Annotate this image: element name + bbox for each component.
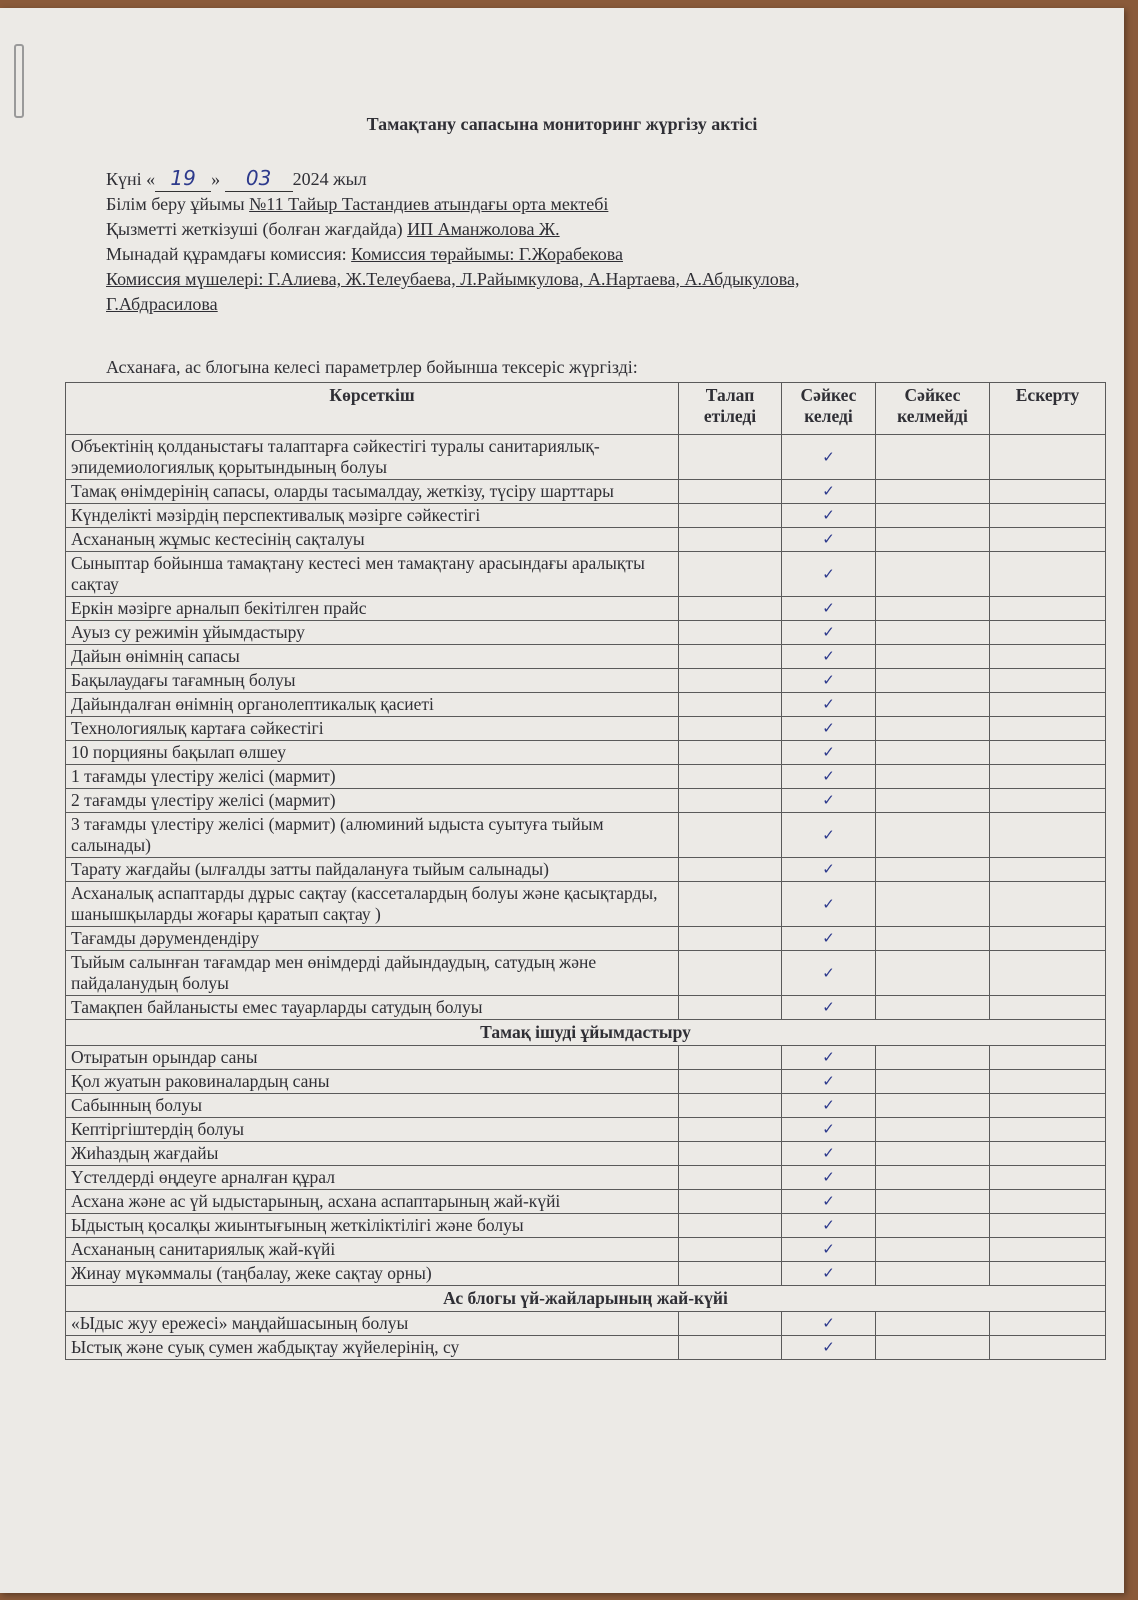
required-cell <box>679 1118 782 1142</box>
note-cell <box>990 765 1106 789</box>
commission-line: Мынадай құрамдағы комиссия: Комиссия төрайымы: Г.Жорабекова <box>106 244 623 264</box>
note-cell <box>990 951 1106 996</box>
check-mark-icon: ✓ <box>822 1072 835 1090</box>
required-cell <box>679 528 782 552</box>
compliant-cell <box>782 717 876 741</box>
table-row <box>66 1118 1106 1142</box>
table-body <box>66 435 1106 1360</box>
note-cell <box>990 1118 1106 1142</box>
check-mark-icon: ✓ <box>822 719 835 737</box>
table-row <box>66 1166 1106 1190</box>
noncompliant-cell <box>876 621 990 645</box>
required-cell <box>679 1312 782 1336</box>
required-cell <box>679 1142 782 1166</box>
section-title: Тамақ ішуді ұйымдастыру <box>66 1020 1106 1046</box>
check-mark-icon: ✓ <box>822 1240 835 1258</box>
indicator-cell: Тағамды дәрумендендіру <box>66 927 679 951</box>
required-cell <box>679 597 782 621</box>
required-cell <box>679 1166 782 1190</box>
indicator-cell: Сыныптар бойынша тамақтану кестесі мен тамақтану арасындағы аралықты сақтау <box>66 552 679 597</box>
compliant-cell <box>782 1262 876 1286</box>
check-mark-icon: ✓ <box>822 825 835 844</box>
required-cell <box>679 435 782 480</box>
required-cell <box>679 480 782 504</box>
document-sheet <box>0 8 1124 1593</box>
table-row <box>66 765 1106 789</box>
indicator-cell: Асхана және ас үй ыдыстарының, асхана аспаптарының жай-күйі <box>66 1190 679 1214</box>
compliant-cell <box>782 1046 876 1070</box>
indicator-cell: Қол жуатын раковиналардың саны <box>66 1070 679 1094</box>
noncompliant-cell <box>876 741 990 765</box>
compliant-cell <box>782 435 876 480</box>
date-day: 19 <box>155 166 211 192</box>
compliant-cell <box>782 504 876 528</box>
table-row <box>66 669 1106 693</box>
indicator-cell: Тарату жағдайы (ылғалды затты пайдалануға тыйым салынады) <box>66 858 679 882</box>
note-cell <box>990 882 1106 927</box>
inspection-table <box>65 382 1106 1360</box>
note-cell <box>990 1070 1106 1094</box>
indicator-cell: Объектінің қолданыстағы талаптарға сәйкестігі туралы санитариялық-эпидемиологиялық қорытындының болуы <box>66 435 679 480</box>
table-row <box>66 480 1106 504</box>
check-mark-icon: ✓ <box>822 506 835 524</box>
required-cell <box>679 693 782 717</box>
check-mark-icon: ✓ <box>822 1216 835 1234</box>
compliant-cell <box>782 858 876 882</box>
document-title: Тамақтану сапасына мониторинг жүргізу актісі <box>366 114 758 134</box>
commission-members-cont: Г.Абдрасилова <box>106 294 218 314</box>
noncompliant-cell <box>876 1166 990 1190</box>
check-mark-icon: ✓ <box>822 791 835 809</box>
compliant-cell <box>782 1070 876 1094</box>
required-cell <box>679 1336 782 1360</box>
noncompliant-cell <box>876 789 990 813</box>
table-row <box>66 528 1106 552</box>
indicator-cell: Тамақ өнімдерінің сапасы, оларды тасымалдау, жеткізу, түсіру шарттары <box>66 480 679 504</box>
required-cell <box>679 1070 782 1094</box>
table-row <box>66 1214 1106 1238</box>
check-mark-icon: ✓ <box>822 671 835 689</box>
compliant-cell <box>782 693 876 717</box>
note-cell <box>990 1238 1106 1262</box>
commission-chair: Комиссия төрайымы: Г.Жорабекова <box>351 244 623 264</box>
noncompliant-cell <box>876 504 990 528</box>
supplier-name: ИП Аманжолова Ж. <box>407 219 560 239</box>
noncompliant-cell <box>876 480 990 504</box>
note-cell <box>990 1214 1106 1238</box>
section-header-row <box>66 1020 1106 1046</box>
compliant-cell <box>782 480 876 504</box>
noncompliant-cell <box>876 927 990 951</box>
note-cell <box>990 645 1106 669</box>
required-cell <box>679 621 782 645</box>
indicator-cell: Асханалық аспаптарды дұрыс сақтау (кассеталардың болуы және қасықтарды, шанышқыларды жоғары қаратып сақтау ) <box>66 882 679 927</box>
indicator-cell: Күнделікті мәзірдің перспективалық мәзірге сәйкестігі <box>66 504 679 528</box>
note-cell <box>990 669 1106 693</box>
noncompliant-cell <box>876 1142 990 1166</box>
noncompliant-cell <box>876 693 990 717</box>
table-row <box>66 693 1106 717</box>
col-required: Талап етіледі <box>679 383 782 435</box>
noncompliant-cell <box>876 1190 990 1214</box>
table-row <box>66 1238 1106 1262</box>
indicator-cell: 2 тағамды үлестіру желісі (мармит) <box>66 789 679 813</box>
note-cell <box>990 1166 1106 1190</box>
table-row <box>66 1142 1106 1166</box>
note-cell <box>990 552 1106 597</box>
check-mark-icon: ✓ <box>822 743 835 761</box>
required-cell <box>679 1094 782 1118</box>
check-mark-icon: ✓ <box>822 530 835 548</box>
table-row <box>66 1070 1106 1094</box>
compliant-cell <box>782 765 876 789</box>
table-row <box>66 645 1106 669</box>
compliant-cell <box>782 741 876 765</box>
noncompliant-cell <box>876 1336 990 1360</box>
required-cell <box>679 789 782 813</box>
check-mark-icon: ✓ <box>822 860 835 878</box>
note-cell <box>990 504 1106 528</box>
table-row <box>66 927 1106 951</box>
check-mark-icon: ✓ <box>822 1144 835 1162</box>
table-row <box>66 1190 1106 1214</box>
compliant-cell <box>782 528 876 552</box>
check-mark-icon: ✓ <box>822 447 835 466</box>
indicator-cell: Кептіргіштердің болуы <box>66 1118 679 1142</box>
indicator-cell: Дайын өнімнің сапасы <box>66 645 679 669</box>
table-header-row <box>66 383 1106 435</box>
note-cell <box>990 528 1106 552</box>
table-row <box>66 1046 1106 1070</box>
compliant-cell <box>782 1166 876 1190</box>
note-cell <box>990 789 1106 813</box>
check-mark-icon: ✓ <box>822 1314 835 1332</box>
compliant-cell <box>782 1190 876 1214</box>
compliant-cell <box>782 1142 876 1166</box>
note-cell <box>990 435 1106 480</box>
indicator-cell: 10 порцияны бақылап өлшеу <box>66 741 679 765</box>
noncompliant-cell <box>876 1238 990 1262</box>
noncompliant-cell <box>876 645 990 669</box>
compliant-cell <box>782 927 876 951</box>
note-cell <box>990 717 1106 741</box>
noncompliant-cell <box>876 597 990 621</box>
note-cell <box>990 813 1106 858</box>
table-row <box>66 996 1106 1020</box>
required-cell <box>679 717 782 741</box>
table-row <box>66 789 1106 813</box>
note-cell <box>990 1262 1106 1286</box>
table-row <box>66 552 1106 597</box>
check-mark-icon: ✓ <box>822 1120 835 1138</box>
indicator-cell: 3 тағамды үлестіру желісі (мармит) (алюминий ыдыста суытуға тыйым салынады) <box>66 813 679 858</box>
indicator-cell: Дайындалған өнімнің органолептикалық қасиеті <box>66 693 679 717</box>
noncompliant-cell <box>876 858 990 882</box>
date-line: Күні « 19 » 03 2024 жыл <box>106 166 367 190</box>
indicator-cell: Еркін мәзірге арналып бекітілген прайс <box>66 597 679 621</box>
staple-mark <box>14 44 24 118</box>
check-mark-icon: ✓ <box>822 894 835 913</box>
note-cell <box>990 996 1106 1020</box>
required-cell <box>679 813 782 858</box>
noncompliant-cell <box>876 813 990 858</box>
table-row <box>66 1262 1106 1286</box>
table-row <box>66 597 1106 621</box>
noncompliant-cell <box>876 1262 990 1286</box>
required-cell <box>679 858 782 882</box>
noncompliant-cell <box>876 1046 990 1070</box>
org-name: №11 Тайыр Тастандиев атындағы орта мектебі <box>249 194 609 214</box>
col-note: Ескерту <box>990 383 1106 435</box>
check-mark-icon: ✓ <box>822 599 835 617</box>
required-cell <box>679 996 782 1020</box>
compliant-cell <box>782 597 876 621</box>
table-row <box>66 504 1106 528</box>
indicator-cell: Сабынның болуы <box>66 1094 679 1118</box>
required-cell <box>679 741 782 765</box>
indicator-cell: Ыстық және суық сумен жабдықтау жүйелерінің, су <box>66 1336 679 1360</box>
supplier-line: Қызметті жеткізуші (болған жағдайда) ИП Аманжолова Ж. <box>106 219 560 239</box>
indicator-cell: «Ыдыс жуу ережесі» маңдайшасының болуы <box>66 1312 679 1336</box>
table-row <box>66 741 1106 765</box>
required-cell <box>679 882 782 927</box>
check-mark-icon: ✓ <box>822 1338 835 1356</box>
col-noncompliant: Сәйкес келмейді <box>876 383 990 435</box>
compliant-cell <box>782 552 876 597</box>
required-cell <box>679 1238 782 1262</box>
required-cell <box>679 669 782 693</box>
noncompliant-cell <box>876 765 990 789</box>
table-row <box>66 813 1106 858</box>
compliant-cell <box>782 669 876 693</box>
check-mark-icon: ✓ <box>822 564 835 583</box>
indicator-cell: Асхананың санитариялық жай-күйі <box>66 1238 679 1262</box>
note-cell <box>990 480 1106 504</box>
table-row <box>66 717 1106 741</box>
noncompliant-cell <box>876 1118 990 1142</box>
check-mark-icon: ✓ <box>822 623 835 641</box>
section-header-row <box>66 1286 1106 1312</box>
compliant-cell <box>782 1238 876 1262</box>
document-header <box>106 166 1106 317</box>
note-cell <box>990 1142 1106 1166</box>
noncompliant-cell <box>876 1070 990 1094</box>
note-cell <box>990 1336 1106 1360</box>
date-month: 03 <box>225 166 293 192</box>
date-year: 2024 жыл <box>292 169 367 189</box>
compliant-cell <box>782 1336 876 1360</box>
noncompliant-cell <box>876 717 990 741</box>
compliant-cell <box>782 996 876 1020</box>
noncompliant-cell <box>876 1214 990 1238</box>
indicator-cell: 1 тағамды үлестіру желісі (мармит) <box>66 765 679 789</box>
required-cell <box>679 1190 782 1214</box>
note-cell <box>990 597 1106 621</box>
note-cell <box>990 1094 1106 1118</box>
table-row <box>66 1094 1106 1118</box>
compliant-cell <box>782 621 876 645</box>
noncompliant-cell <box>876 951 990 996</box>
required-cell <box>679 1262 782 1286</box>
check-mark-icon: ✓ <box>822 1096 835 1114</box>
noncompliant-cell <box>876 669 990 693</box>
check-mark-icon: ✓ <box>822 963 835 982</box>
note-cell <box>990 621 1106 645</box>
compliant-cell <box>782 1118 876 1142</box>
noncompliant-cell <box>876 528 990 552</box>
table-row <box>66 1312 1106 1336</box>
note-cell <box>990 741 1106 765</box>
check-mark-icon: ✓ <box>822 998 835 1016</box>
indicator-cell: Жинау мүкәммалы (таңбалау, жеке сақтау орны) <box>66 1262 679 1286</box>
note-cell <box>990 1312 1106 1336</box>
check-mark-icon: ✓ <box>822 1168 835 1186</box>
indicator-cell: Отыратын орындар саны <box>66 1046 679 1070</box>
col-indicator: Көрсеткіш <box>66 383 679 435</box>
indicator-cell: Тыйым салынған тағамдар мен өнімдерді дайындаудың, сатудың және пайдаланудың болуы <box>66 951 679 996</box>
note-cell <box>990 927 1106 951</box>
indicator-cell: Үстелдерді өңдеуге арналған құрал <box>66 1166 679 1190</box>
compliant-cell <box>782 882 876 927</box>
noncompliant-cell <box>876 552 990 597</box>
check-mark-icon: ✓ <box>822 647 835 665</box>
table-row <box>66 435 1106 480</box>
table-row <box>66 858 1106 882</box>
note-cell <box>990 1190 1106 1214</box>
indicator-cell: Жиһаздың жағдайы <box>66 1142 679 1166</box>
check-mark-icon: ✓ <box>822 1264 835 1282</box>
compliant-cell <box>782 789 876 813</box>
indicator-cell: Тамақпен байланысты емес тауарларды сатудың болуы <box>66 996 679 1020</box>
noncompliant-cell <box>876 882 990 927</box>
required-cell <box>679 765 782 789</box>
compliant-cell <box>782 1214 876 1238</box>
table-row <box>66 1336 1106 1360</box>
required-cell <box>679 927 782 951</box>
table-row <box>66 951 1106 996</box>
indicator-cell: Асхананың жұмыс кестесінің сақталуы <box>66 528 679 552</box>
compliant-cell <box>782 813 876 858</box>
check-mark-icon: ✓ <box>822 695 835 713</box>
required-cell <box>679 1214 782 1238</box>
table-row <box>66 621 1106 645</box>
commission-members: Комиссия мүшелері: Г.Алиева, Ж.Телеубаева, Л.Райымкулова, А.Нартаева, А.Абдыкулова, <box>106 269 800 289</box>
noncompliant-cell <box>876 1094 990 1118</box>
required-cell <box>679 504 782 528</box>
indicator-cell: Ауыз су режимін ұйымдастыру <box>66 621 679 645</box>
table-row <box>66 882 1106 927</box>
required-cell <box>679 1046 782 1070</box>
check-mark-icon: ✓ <box>822 1192 835 1210</box>
required-cell <box>679 951 782 996</box>
intro-text: Асханаға, ас блогына келесі параметрлер бойынша тексеріс жүргізді: <box>106 357 638 377</box>
section-title: Ас блогы үй-жайларының жай-күйі <box>66 1286 1106 1312</box>
required-cell <box>679 645 782 669</box>
note-cell <box>990 693 1106 717</box>
note-cell <box>990 1046 1106 1070</box>
compliant-cell <box>782 951 876 996</box>
noncompliant-cell <box>876 1312 990 1336</box>
org-line: Білім беру ұйымы №11 Тайыр Тастандиев атындағы орта мектебі <box>106 194 609 214</box>
compliant-cell <box>782 645 876 669</box>
noncompliant-cell <box>876 996 990 1020</box>
indicator-cell: Ыдыстың қосалқы жиынтығының жеткіліктілігі және болуы <box>66 1214 679 1238</box>
check-mark-icon: ✓ <box>822 482 835 500</box>
check-mark-icon: ✓ <box>822 1048 835 1066</box>
required-cell <box>679 552 782 597</box>
compliant-cell <box>782 1312 876 1336</box>
noncompliant-cell <box>876 435 990 480</box>
col-compliant: Сәйкес келеді <box>782 383 876 435</box>
check-mark-icon: ✓ <box>822 929 835 947</box>
compliant-cell <box>782 1094 876 1118</box>
check-mark-icon: ✓ <box>822 767 835 785</box>
note-cell <box>990 858 1106 882</box>
indicator-cell: Технологиялық картаға сәйкестігі <box>66 717 679 741</box>
indicator-cell: Бақылаудағы тағамның болуы <box>66 669 679 693</box>
